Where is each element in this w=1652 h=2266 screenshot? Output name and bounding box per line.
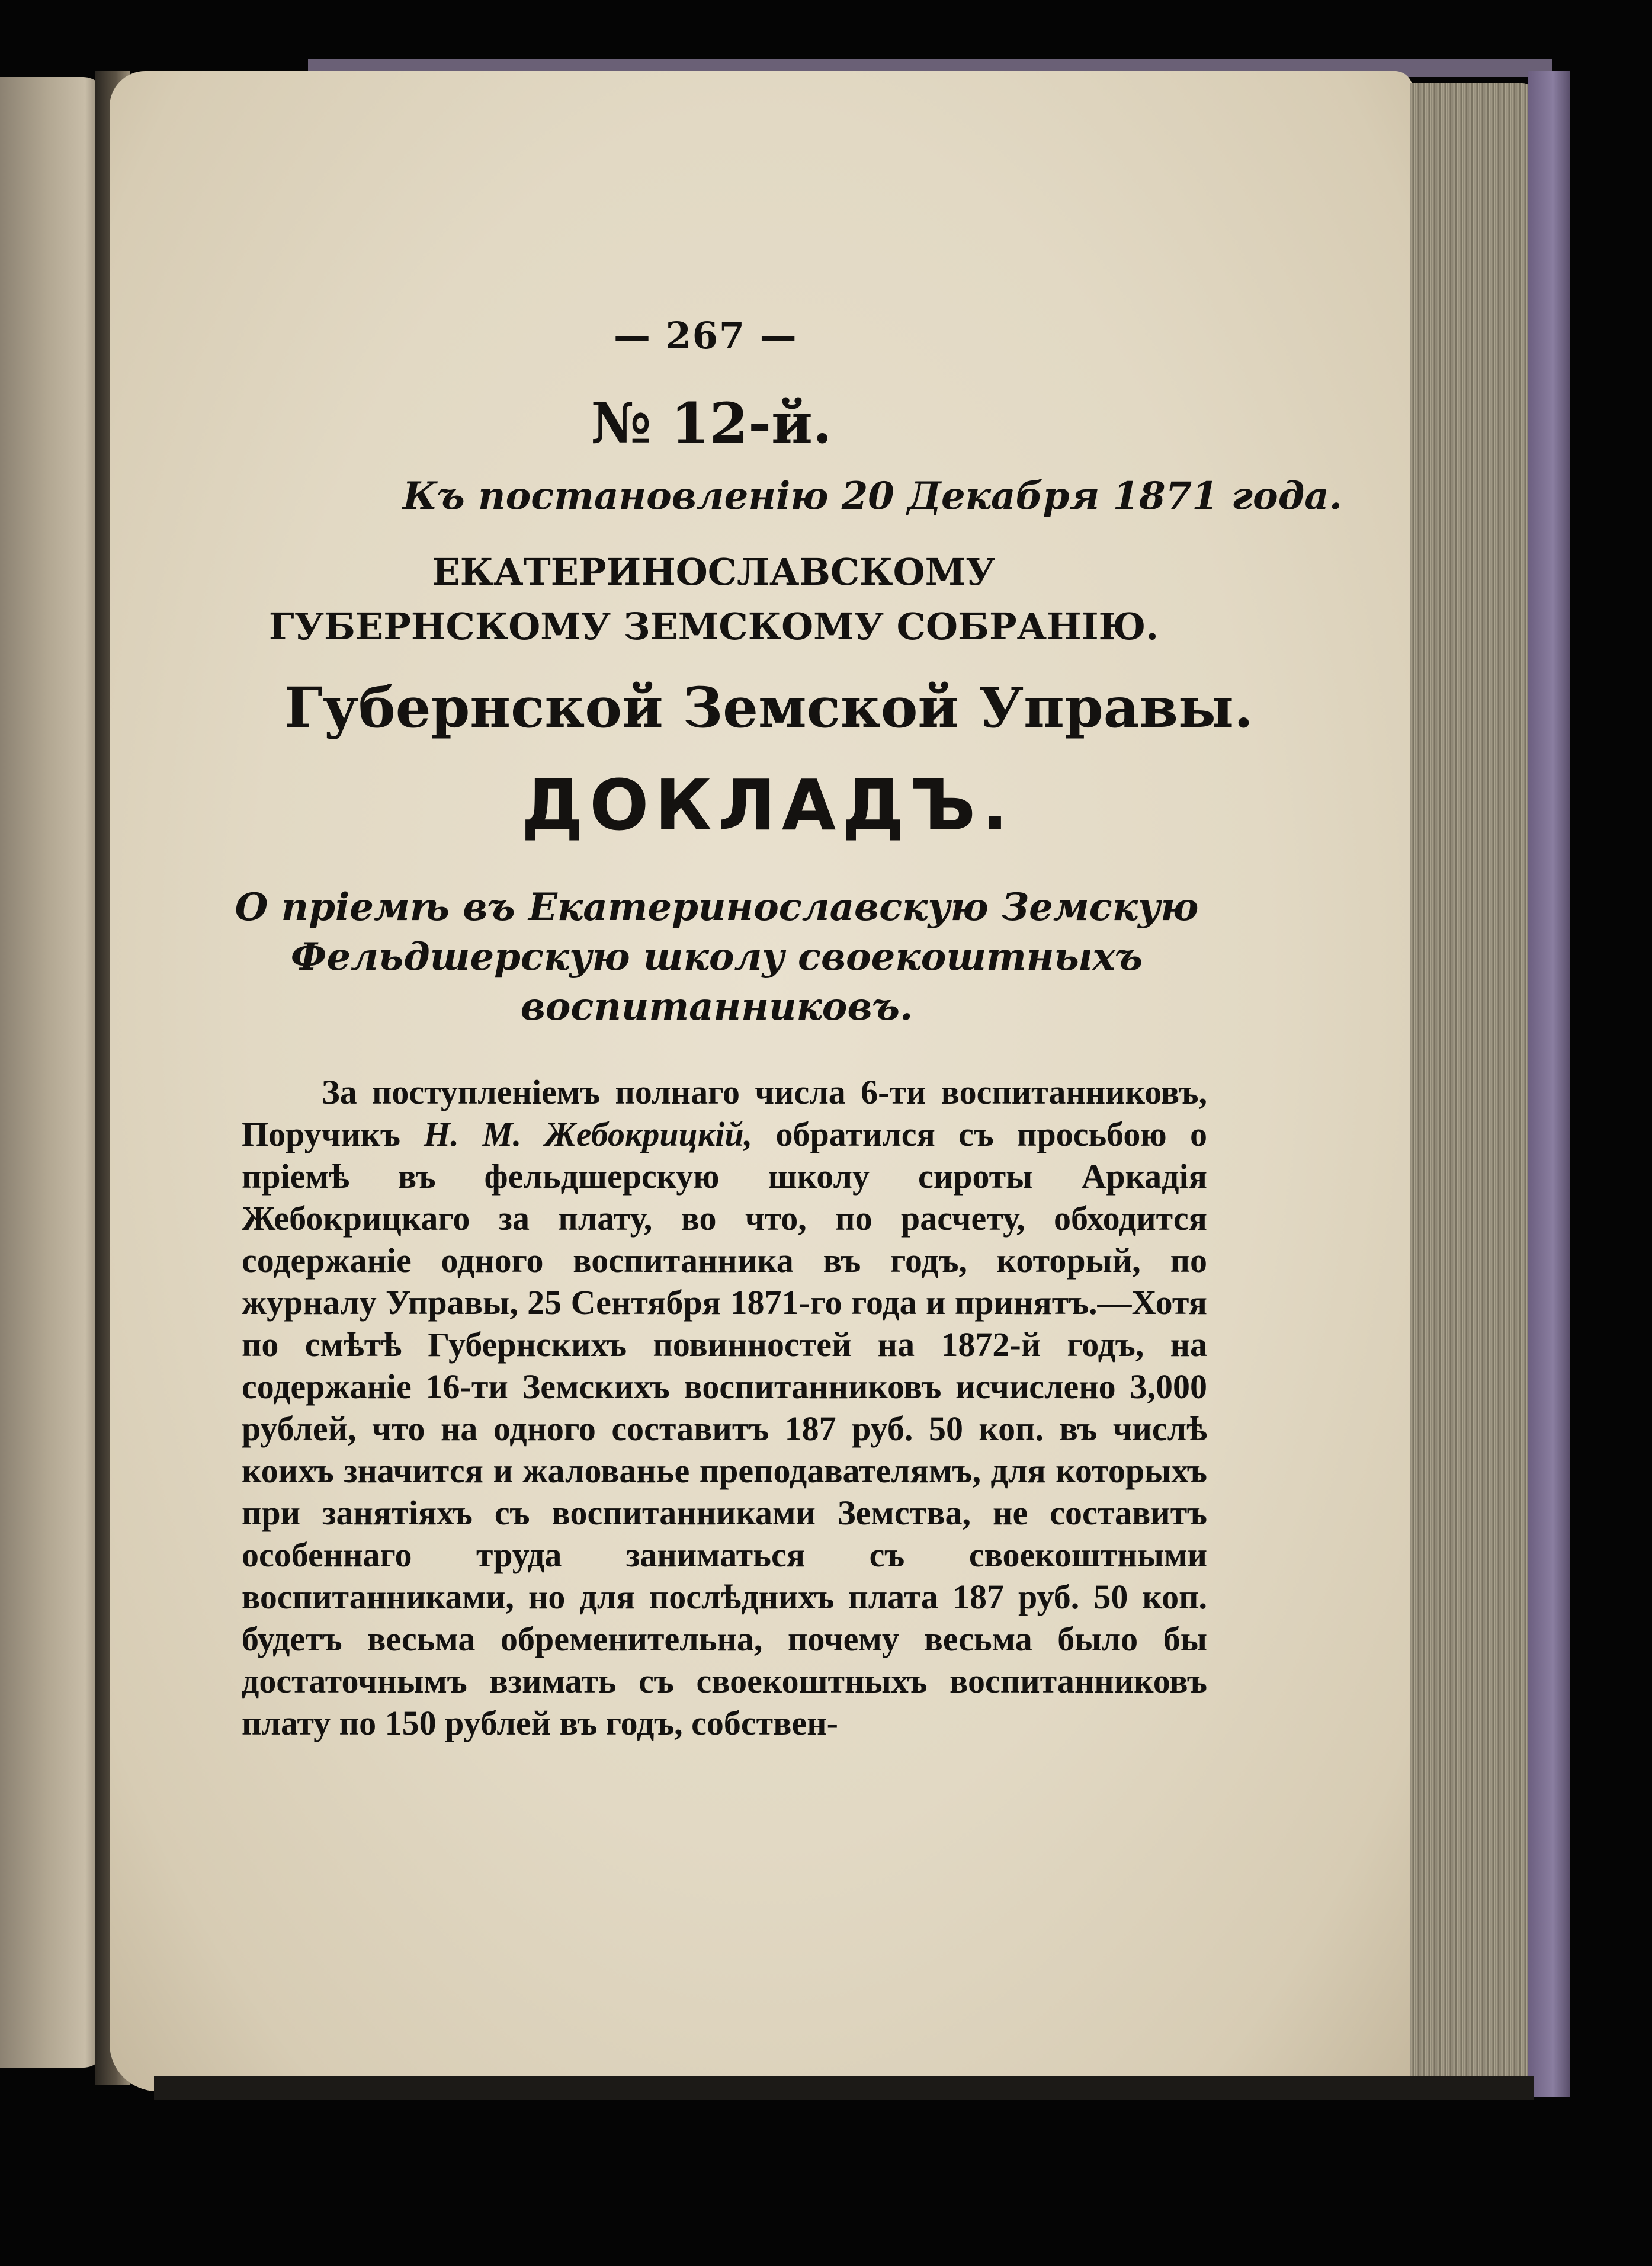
report-heading: ДОКЛАДЪ. <box>521 764 1014 846</box>
body-text-rest: обратился съ просьбою о пріемѣ въ фельдшерскую школу сироты Аркадія Жебокрицкаго за плату, во что, по расчету, обходится содержаніе одного воспитанника въ годъ, который, по журналу Управы, 25 Сентября 1871-го года и принятъ.—Хотя по смѣтѣ Губернскихъ повинностей на 1872-й годъ, на содержаніе 16-ти Земскихъ воспитанниковъ исчислено 3,000 рублей, что на одного составитъ 187 руб. 50 коп. въ числѣ коихъ значится и жалованье преподавателямъ, для которыхъ при занятіяхъ съ воспитанниками Земства, не составитъ особеннаго труда заниматься съ своекоштными воспитанниками, но для послѣднихъ плата 187 руб. 50 коп. будетъ весьма обременительна, почему весьма было бы достаточнымъ взимать съ своекоштныхъ воспитанниковъ плату по 150 рублей въ годъ, собствен- <box>242 1115 1208 1742</box>
page-number: — 267 — <box>614 314 798 357</box>
subtitle: Къ постановленію 20 Декабря 1871 года. <box>403 474 1342 518</box>
body-text-start: За поступленіемъ полнаго числа 6-ти воспитанниковъ, Поручикъ <box>242 1073 1207 1153</box>
addressee: ЕКАТЕРИНОСЛАВСКОМУ ГУБЕРНСКОМУ ЗЕМСКОМУ СОБРАНІЮ. <box>268 550 1159 648</box>
board-title: Губернской Земской Управы. <box>284 675 1253 741</box>
document-number: № 12-й. <box>591 391 832 456</box>
body-paragraph <box>242 1071 1207 1744</box>
person-name: Н. М. Жебокрицкій, <box>424 1115 753 1153</box>
report-topic: О пріемѣ въ Екатеринославскую Земскую Фельдшерскую школу своекоштныхъ воспитанниковъ. <box>235 885 1199 1029</box>
